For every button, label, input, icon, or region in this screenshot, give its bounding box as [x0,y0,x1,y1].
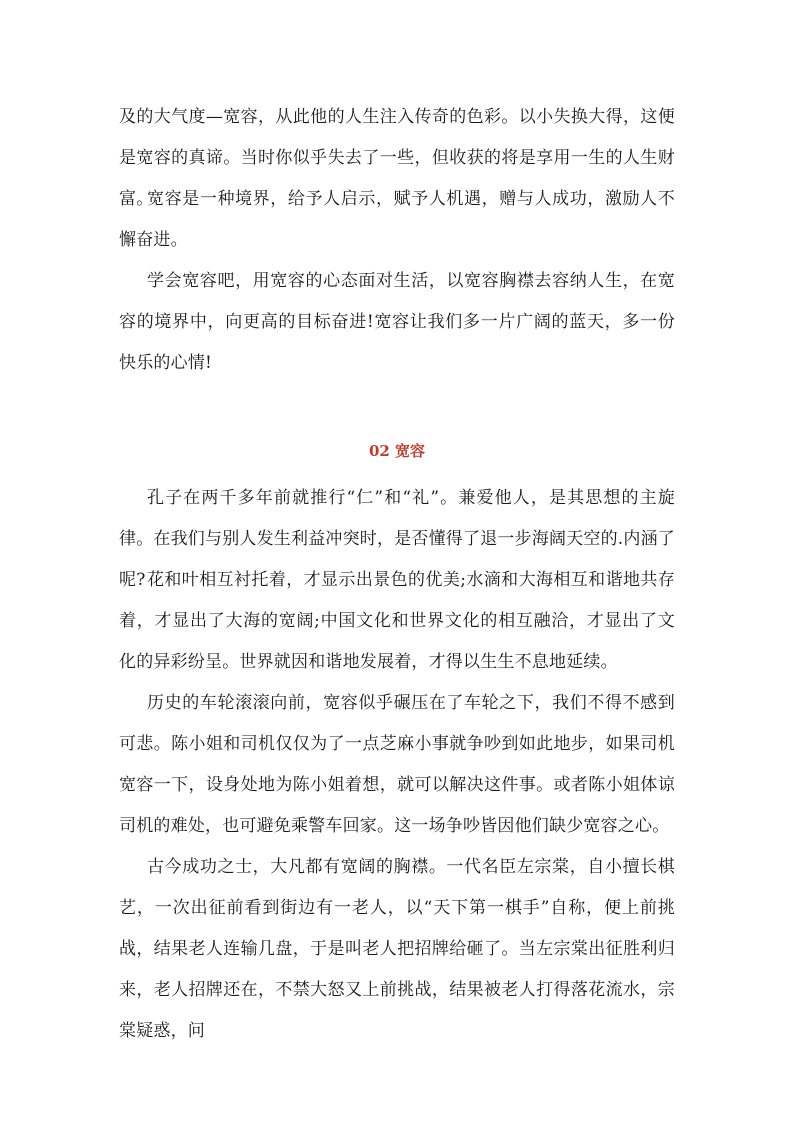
paragraph-confucius: 孔子在两千多年前就推行“仁”和“礼”。兼爱他人，是其思想的主旋律。在我们与别人发生利益冲突时，是否懂得了退一步海阔天空的.内涵了呢? [119,488,676,590]
section-heading: 02 宽容 [368,442,426,460]
paragraph-continuation: 及的大气度—宽容，从此他的人生注入传奇的色彩。以小失换大得，这便是宽容的真谛。当时你似乎失去了一些，但收获的将是享用一生的人生财富。 [119,107,675,209]
paragraph-tolerance-realm: 宽容是一种境界，给予人启示，赋予人机遇，赠与人成功，激励人不懈奋进。 [119,189,675,250]
paragraph-learn-tolerance: 学会宽容吧，用宽容的心态面对生活，以宽容胸襟去容纳人生，在宽容的境界中，向更高的目标奋进!宽容让我们多一片广阔的蓝天，多一份快乐的心情! [119,271,675,373]
paragraph-zuo-zongtang: 古今成功之士，大凡都有宽阔的胸襟。一代名臣左宗棠，自小擅长棋艺，一次出征前看到街边有一老人，以“天下第一棋手”自称，便上前挑战，结果老人连输几盘，于是叫老人把招牌给砸了。当左宗棠出征胜利归来，老人招牌还在，不禁大怒又上前挑战，结果被老人打得落花流水，宗棠疑惑，问 [119,857,675,1041]
paragraph-history-wheel: 历史的车轮滚滚向前，宽容似乎碾压在了车轮之下，我们不得不感到可悲。陈小姐和司机仅仅为了一点芝麻小事就争吵到如此地步，如果司机宽容一下，设身处地为陈小姐着想，就可以解决这件事。或者陈小姐体谅司机的难处，也可避免乘警车回家。这一场争吵皆因他们缺少宽容之心。 [119,693,675,836]
paragraph-harmony: 花和叶相互衬托着，才显示出景色的优美;水滴和大海相互和谐地共存着，才显出了大海的宽阔;中国文化和世界文化的相互融洽，才显出了文化的异彩纷呈。世界就因和谐地发展着，才得以生生不息地延续。 [119,570,675,672]
